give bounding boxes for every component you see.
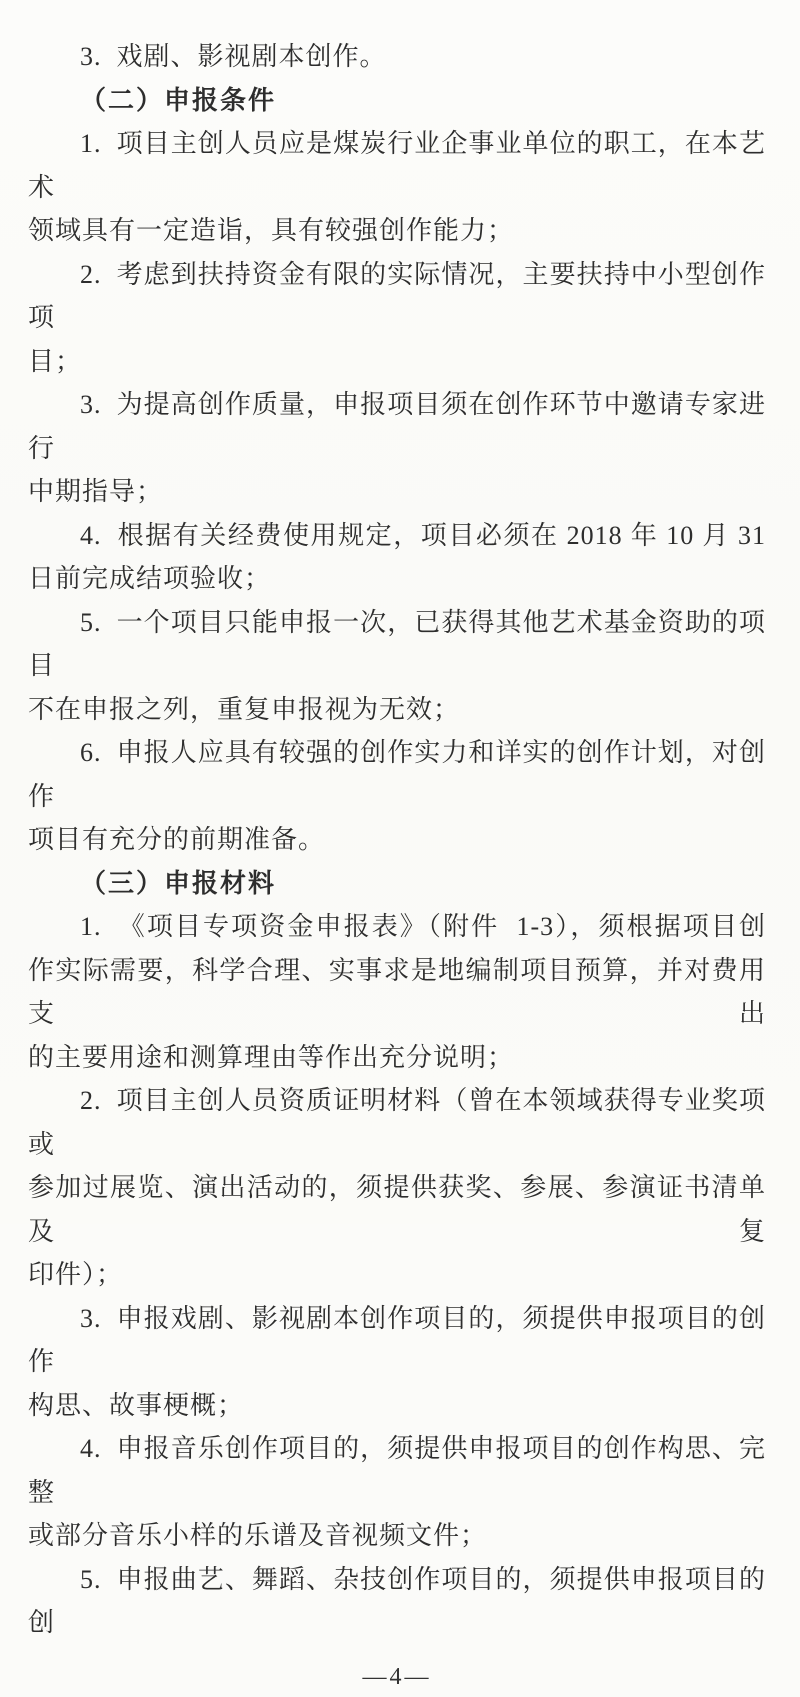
text-line: 6. 申报人应具有较强的创作实力和详实的创作计划，对创作 xyxy=(28,738,766,811)
text-line: 日前完成结项验收； xyxy=(28,564,272,593)
text-line: 项目有充分的前期准备。 xyxy=(28,825,326,854)
text-line: 作实际需要，科学合理、实事求是地编制项目预算，并对费用支出 xyxy=(28,955,766,1028)
text-line: 目； xyxy=(28,346,83,376)
text-line: 不在申报之列，重复申报视为无效； xyxy=(28,694,461,724)
text-line: 3. 戏剧、影视剧本创作。 xyxy=(80,42,387,71)
text-line: 参加过展览、演出活动的，须提供获奖、参展、参演证书清单及复 xyxy=(28,1173,766,1246)
text-line: 2. 考虑到扶持资金有限的实际情况，主要扶持中小型创作项 xyxy=(28,259,766,332)
page-number: —4— xyxy=(362,1663,432,1690)
text-line: 4. 申报音乐创作项目的，须提供申报项目的创作构思、完整 xyxy=(28,1434,766,1507)
text-line: 构思、故事梗概； xyxy=(28,1390,245,1420)
text-line: 3. 申报戏剧、影视剧本创作项目的，须提供申报项目的创作 xyxy=(28,1303,766,1376)
text-line: 4. 根据有关经费使用规定，项目必须在 2018 年 10 月 31 xyxy=(80,520,766,550)
text-line: 的主要用途和测算理由等作出充分说明； xyxy=(28,1042,515,1072)
text-line: 1. 《项目专项资金申报表》（附件 1-3），须根据项目创 xyxy=(80,912,766,941)
text-line: 5. 申报曲艺、舞蹈、杂技创作项目的，须提供申报项目的创 xyxy=(28,1564,766,1637)
text-line: 领域具有一定造诣，具有较强创作能力； xyxy=(28,216,515,245)
text-line: 中期指导； xyxy=(28,477,164,506)
text-line: 或部分音乐小样的乐谱及音视频文件； xyxy=(28,1521,488,1550)
text-line: 5. 一个项目只能申报一次，已获得其他艺术基金资助的项目 xyxy=(28,607,766,680)
section-heading-application-conditions: （二）申报条件 xyxy=(80,85,277,115)
text-line: 2. 项目主创人员资质证明材料（曾在本领域获得专业奖项或 xyxy=(28,1086,766,1159)
section-heading-application-materials: （三）申报材料 xyxy=(80,868,277,898)
text-line: 3. 为提高创作质量，申报项目须在创作环节中邀请专家进行 xyxy=(28,390,766,463)
text-line: 1. 项目主创人员应是煤炭行业企事业单位的职工，在本艺术 xyxy=(28,129,766,202)
text-line: 印件）； xyxy=(28,1260,124,1289)
